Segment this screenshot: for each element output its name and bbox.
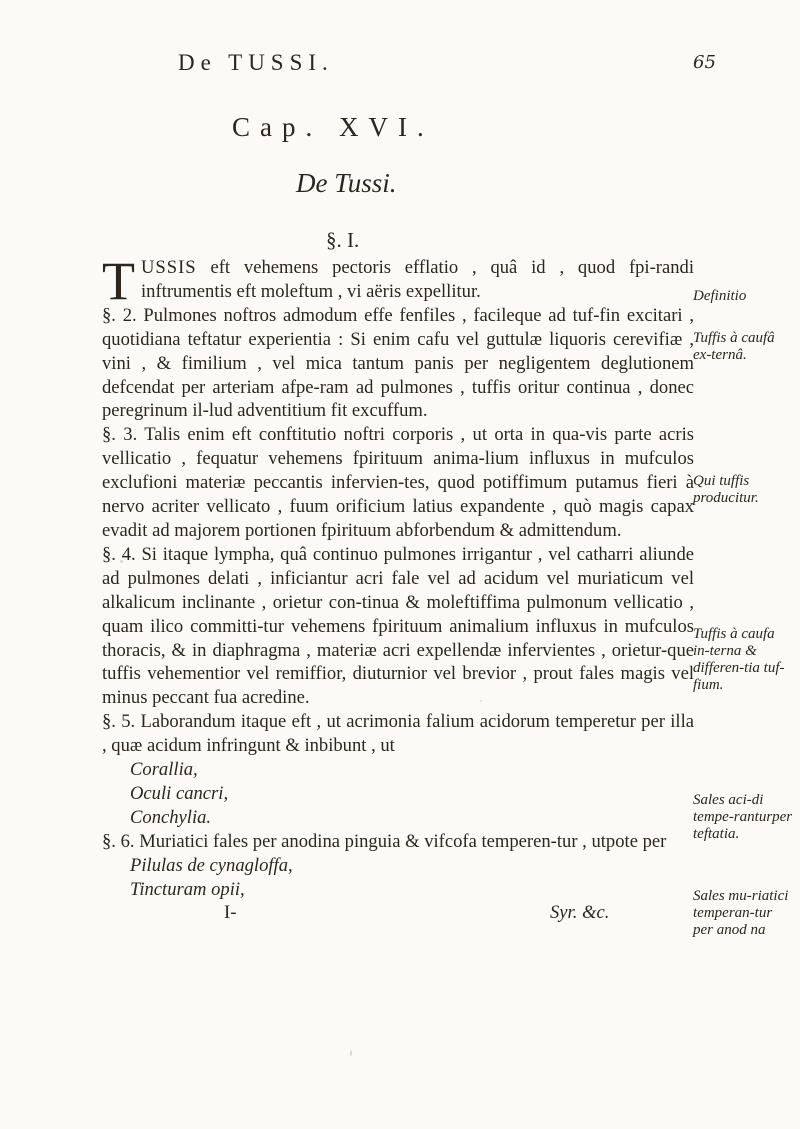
running-title: De TUSSI. (178, 50, 334, 75)
margin-note: Sales aci-di tempe-ranturper teftatia. (693, 792, 793, 842)
chapter-title: De Tussi. (296, 168, 397, 198)
margin-note: Tuffis à caufa in-terna & differen-tia tuf-fium. (693, 626, 785, 693)
signature-mark: I- (224, 902, 237, 924)
remedy-list-2 (130, 854, 694, 902)
remedy-item: Oculi cancri, (130, 782, 229, 804)
running-head (0, 50, 800, 80)
margin-note: Sales mu-riatici temperan-tur per anod na (693, 888, 789, 938)
margin-note: Qui tuffis producitur. (693, 473, 759, 506)
paper-speck (350, 1050, 352, 1056)
paragraph-6: §. 6. Muriatici fales per anodina pinguia & vifcofa temperen-tur , utpote per (102, 830, 667, 852)
paper-speck (480, 700, 482, 702)
catchword: Syr. &c. (550, 902, 610, 924)
remedy-item: Tincturam opii, (130, 878, 245, 900)
paper-speck (120, 560, 123, 563)
body-text (102, 251, 694, 925)
paragraph-3: §. 3. Talis enim eft conftitutio noftri corporis , ut orta in qua-vis parte acris vellicatio , fequatur vehemens fpirituum anima-lium influxus in mufculos exclufioni materiæ peccantis infervien-tes, quod potiffimum putamus fieri à nervo acriter vellicato , fuum orificium latius expandente , quò magis capax evadit ad majorem portionen fpirituum abforbendum & admittendum. (102, 424, 694, 541)
margin-note: Tuffis à caufâ ex-ternâ. (693, 330, 775, 363)
remedy-list-1 (130, 758, 694, 830)
catchword-line (102, 901, 694, 925)
margin-note: Definitio (693, 288, 747, 304)
paragraph-1 (102, 251, 694, 311)
section-mark: §. I. (326, 228, 360, 252)
paragraph-2: §. 2. Pulmones noftros admodum effe fenfiles , facileque ad tuf-fin excitari , quotidiana teftatur experientia : Si enim cafu vel guttulæ liquoris cerevifiæ , vini , & fimilium , vel mica tantum panis per negligentem deglutionem defcendat per arteriam afpe-ram ad pulmones , tuffis oritur continua , donec peregrinum il-lud adventitium fit excuffum. (102, 304, 694, 422)
chapter-number: Cap. XVI. (232, 112, 434, 142)
paragraph-4: §. 4. Si itaque lympha, quâ continuo pulmones irrigantur , vel catharri aliunde ad pulmones delati , inficiantur acri fale vel ad acidum vel muriaticum vel alkalicum inclinante , orietur con-tinua & moleftiffima pulmonum vellicatio , quam ilico committi-tur vehemens fpirituum animalium influxus in mufculos thoracis, & in diaphragma , materiæ acri expellendæ infervientes , orietur-que tuffis vehementior vel remiffior, diuturnior vel brevior , prout fales magis vel minus peccant fua acredine. (102, 543, 694, 709)
page-number: 65 (693, 52, 716, 73)
lead-word: USSIS (141, 257, 197, 278)
remedy-item: Pilulas de cynagloffa, (130, 854, 293, 876)
paragraph-1-text: eft vehemens pectoris efflatio , quâ id , quod fpi-randi inftrumentis eft moleftum , vi aëris expellitur. (141, 257, 694, 302)
paragraph-5: §. 5. Laborandum itaque eft , ut acrimonia falium acidorum temperetur per illa , quæ acidum infringunt & inbibunt , ut (102, 711, 694, 757)
drop-cap: T (102, 251, 135, 311)
remedy-item: Corallia, (130, 759, 198, 781)
remedy-item: Conchylia. (130, 806, 212, 828)
